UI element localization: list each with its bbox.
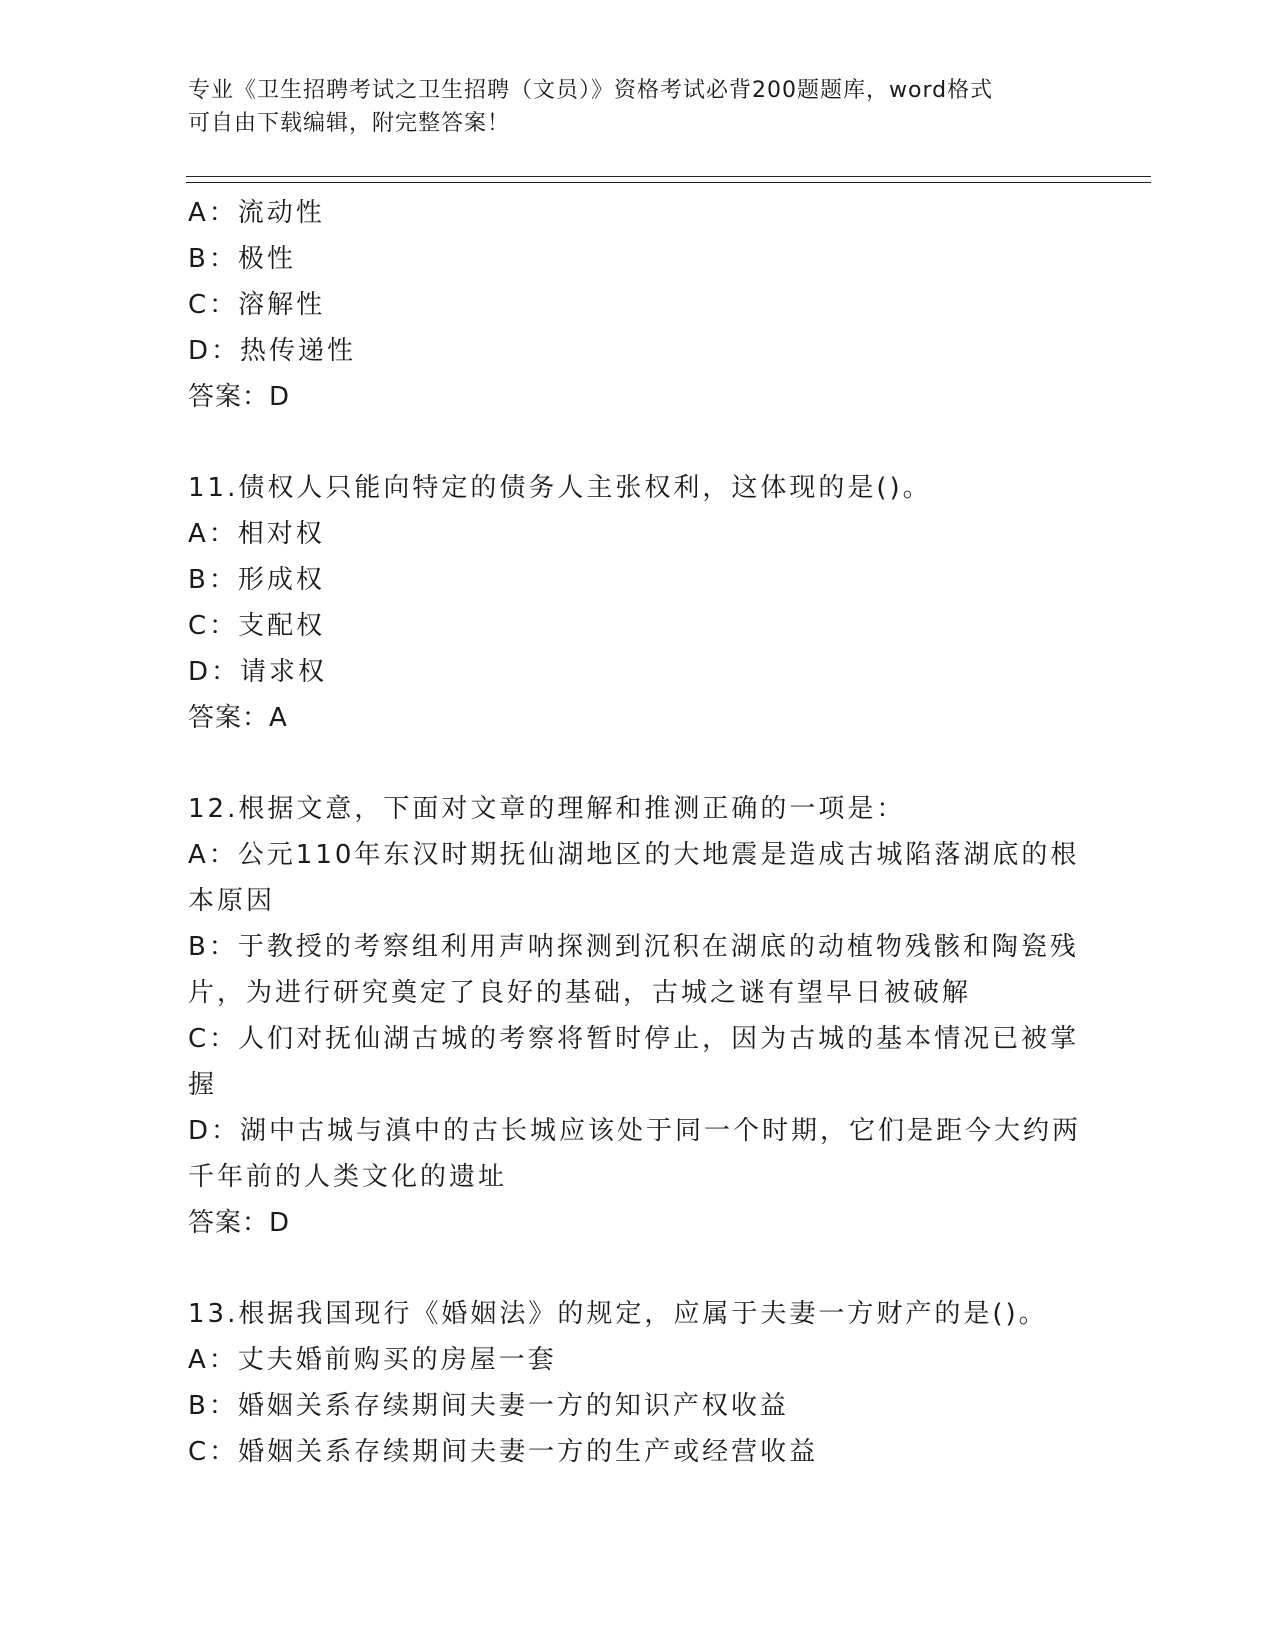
option-a: A：丈夫婚前购买的房屋一套 bbox=[188, 1345, 557, 1375]
question-text: 12.根据文意，下面对文章的理解和推测正确的一项是： bbox=[188, 794, 906, 824]
option-c: C：婚姻关系存续期间夫妻一方的生产或经营收益 bbox=[188, 1437, 819, 1467]
header-divider-top bbox=[186, 176, 1151, 177]
option-b: B：极性 bbox=[188, 244, 296, 274]
answer: 答案：D bbox=[188, 1208, 291, 1238]
question-12 bbox=[188, 786, 1088, 1246]
answer: 答案：D bbox=[188, 382, 291, 412]
option-a-line-1: A：公元110年东汉时期抚仙湖地区的大地震是造成古城陷落湖底的根 bbox=[188, 840, 1080, 870]
question-10-options bbox=[188, 190, 1088, 420]
option-d: D：热传递性 bbox=[188, 336, 357, 366]
answer: 答案：A bbox=[188, 703, 288, 733]
option-b-line-2: 片，为进行研究奠定了良好的基础，古城之谜有望早日被破解 bbox=[188, 978, 972, 1008]
option-b: B：婚姻关系存续期间夫妻一方的知识产权收益 bbox=[188, 1391, 789, 1421]
option-b: B：形成权 bbox=[188, 565, 325, 595]
option-b-line-1: B：于教授的考察组利用声呐探测到沉积在湖底的动植物残骸和陶瓷残 bbox=[188, 932, 1079, 962]
question-text: 11.债权人只能向特定的债务人主张权利，这体现的是()。 bbox=[188, 473, 932, 503]
option-c-line-1: C：人们对抚仙湖古城的考察将暂时停止，因为古城的基本情况已被掌 bbox=[188, 1024, 1080, 1054]
option-d: D：请求权 bbox=[188, 657, 328, 687]
header-line-1: 专业《卫生招聘考试之卫生招聘（文员）》资格考试必背200题题库，word格式 bbox=[188, 78, 994, 103]
question-13 bbox=[188, 1291, 1088, 1475]
header-divider-bottom bbox=[186, 182, 1151, 183]
document-header bbox=[188, 74, 1088, 140]
header-line-2: 可自由下载编辑，附完整答案！ bbox=[188, 111, 511, 136]
option-d-line-2: 千年前的人类文化的遗址 bbox=[188, 1162, 508, 1192]
option-c-line-2: 握 bbox=[188, 1070, 218, 1100]
option-c: C：溶解性 bbox=[188, 290, 326, 320]
question-text: 13.根据我国现行《婚姻法》的规定，应属于夫妻一方财产的是()。 bbox=[188, 1299, 1048, 1329]
document-body bbox=[188, 190, 1088, 1475]
option-a: A：相对权 bbox=[188, 519, 325, 549]
option-a: A：流动性 bbox=[188, 198, 325, 228]
option-a-line-2: 本原因 bbox=[188, 886, 276, 916]
question-11 bbox=[188, 465, 1088, 741]
option-c: C：支配权 bbox=[188, 611, 326, 641]
option-d-line-1: D：湖中古城与滇中的古长城应该处于同一个时期，它们是距今大约两 bbox=[188, 1116, 1082, 1146]
